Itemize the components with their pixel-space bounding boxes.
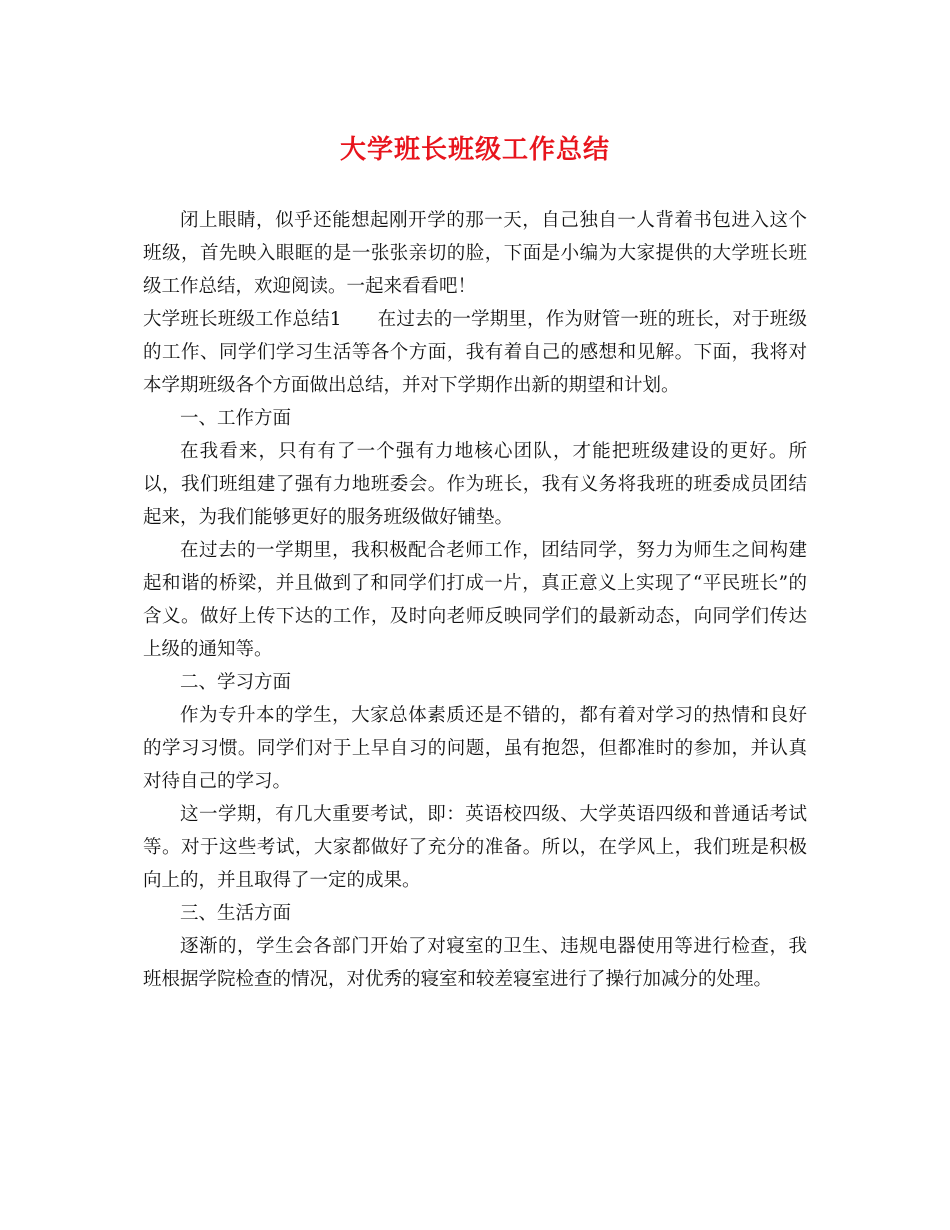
section-heading-work: 一、工作方面 — [180, 408, 292, 429]
document-title: 大学班长班级工作总结 — [339, 135, 610, 165]
section-heading-study: 二、学习方面 — [180, 672, 292, 693]
work-paragraph-2: 在过去的一学期里，我积极配合老师工作，团结同学，努力为师生之间构建起和谐的桥梁，并且做到了和同学们打成一片，真正意义上实现了“平民班长”的含义。做好上传下达的工作，及时向老师反映同学们的最新动态，向同学们传达上级的通知等。 — [143, 540, 807, 660]
section-heading-life: 三、生活方面 — [180, 903, 292, 924]
study-paragraph-2: 这一学期，有几大重要考试，即：英语校四级、大学英语四级和普通话考试等。对于这些考试，大家都做好了充分的准备。所以，在学风上，我们班是积极向上的，并且取得了一定的成果。 — [143, 804, 807, 891]
study-paragraph-1: 作为专升本的学生，大家总体素质还是不错的，都有着对学习的热情和良好的学习习惯。同学们对于上早自习的问题，虽有抱怨，但都准时的参加，并认真对待自己的学习。 — [143, 705, 807, 792]
work-paragraph-1: 在我看来，只有有了一个强有力地核心团队，才能把班级建设的更好。所以，我们班组建了强有力地班委会。作为班长，我有义务将我班的班委成员团结起来，为我们能够更好的服务班级做好铺垫。 — [143, 441, 807, 528]
intro-paragraph: 闭上眼睛，似乎还能想起刚开学的那一天，自己独自一人背着书包进入这个班级，首先映入眼眶的是一张张亲切的脸，下面是小编为大家提供的大学班长班级工作总结，欢迎阅读。一起来看看吧！ — [143, 210, 807, 297]
summary-opening-paragraph — [143, 303, 807, 402]
document-body — [143, 204, 807, 996]
summary-opening-text: 在过去的一学期里，作为财管一班的班长，对于班级的工作、同学们学习生活等各个方面，我有着自己的感想和见解。下面，我将对本学期班级各个方面做出总结，并对下学期作出新的期望和计划。 — [143, 309, 807, 396]
life-paragraph-1: 逐渐的，学生会各部门开始了对寝室的卫生、违规电器使用等进行检查，我班根据学院检查的情况，对优秀的寝室和较差寝室进行了操行加减分的处理。 — [143, 936, 807, 990]
summary-heading: 大学班长班级工作总结1 — [143, 309, 342, 330]
